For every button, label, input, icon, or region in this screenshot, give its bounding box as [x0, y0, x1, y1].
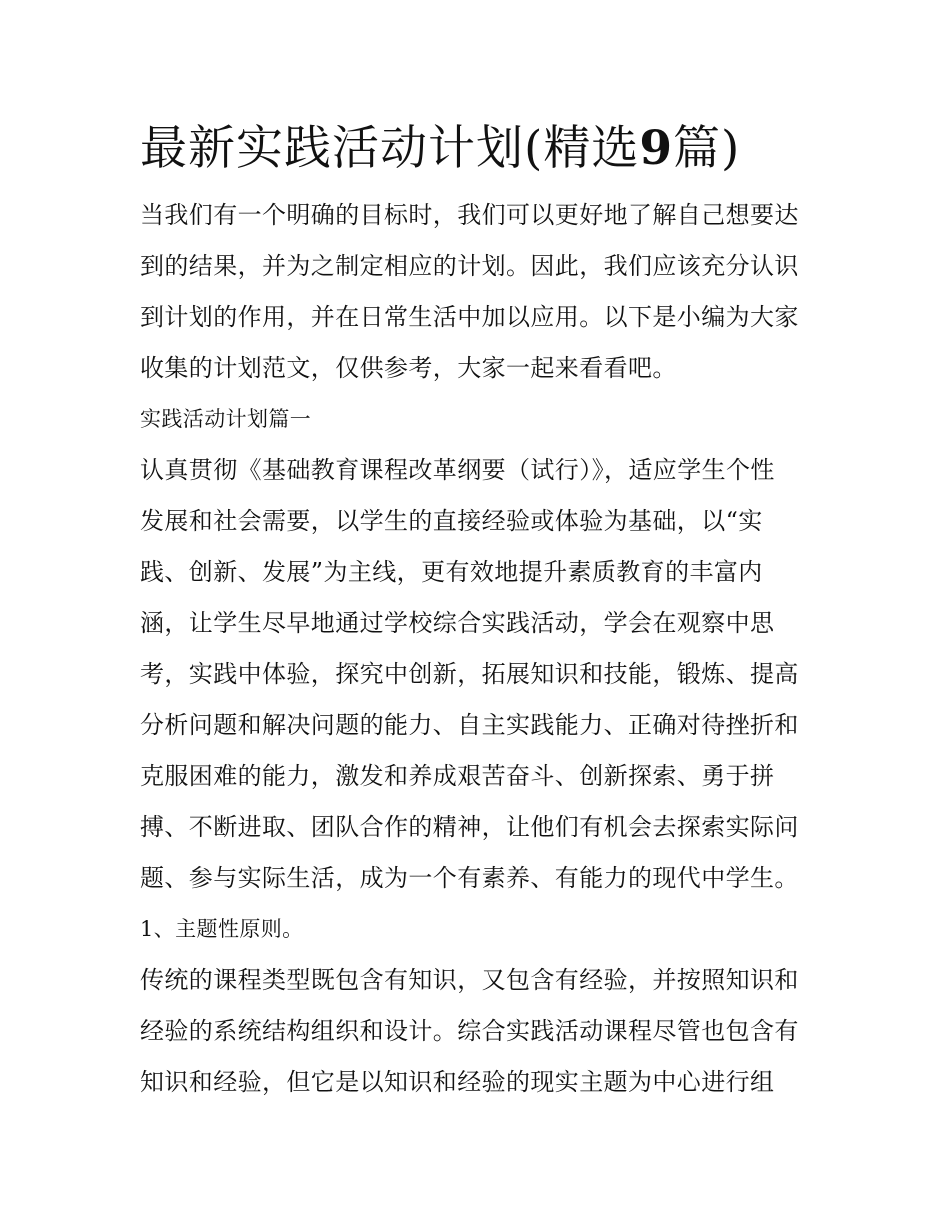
text-line: 到计划的作用，并在日常生活中加以应用。以下是小编为大家 [140, 303, 799, 331]
text-line: 收集的计划范文，仅供参考，大家一起来看看吧。 [140, 354, 677, 382]
text-line: 考，实践中体验，探究中创新，拓展知识和技能，锻炼、提高 [140, 660, 799, 688]
text-line: 发展和社会需要，以学生的直接经验或体验为基础，以“实 [140, 507, 763, 535]
text-line: 知识和经验，但它是以知识和经验的现实主题为中心进行组 [140, 1068, 775, 1096]
section-heading: 实践活动计划篇一 [140, 407, 312, 431]
title-number: 9 [639, 121, 674, 176]
document-title [140, 118, 815, 180]
text-line: 到的结果，并为之制定相应的计划。因此，我们应该充分认识 [140, 252, 799, 280]
text-line: 克服困难的能力，激发和养成艰苦奋斗、创新探索、勇于拼 [140, 762, 775, 790]
text-line: 涵，让学生尽早地通过学校综合实践活动，学会在观察中思 [140, 609, 775, 637]
text-line: 当我们有一个明确的目标时，我们可以更好地了解自己想要达 [140, 201, 799, 229]
text-line: 搏、不断进取、团队合作的精神，让他们有机会去探索实际问 [140, 813, 799, 841]
text-line: 经验的系统结构组织和设计。综合实践活动课程尽管也包含有 [140, 1017, 799, 1045]
text-line: 践、创新、发展”为主线，更有效地提升素质教育的丰富内 [140, 558, 763, 586]
text-line: 题、参与实际生活，成为一个有素养、有能力的现代中学生。 [140, 864, 799, 892]
title-text: 最新实践活动计划(精选 [140, 121, 640, 176]
section-heading: 1、主题性原则。 [140, 917, 304, 941]
document-page [140, 118, 815, 1108]
text-line: 认真贯彻《基础教育课程改革纲要（试行）》，适应学生个性 [140, 456, 775, 484]
title-end: 篇) [673, 121, 741, 176]
text-line: 传统的课程类型既包含有知识，又包含有经验，并按照知识和 [140, 966, 799, 994]
document-body [140, 190, 815, 1108]
text-line: 分析问题和解决问题的能力、自主实践能力、正确对待挫折和 [140, 711, 799, 739]
